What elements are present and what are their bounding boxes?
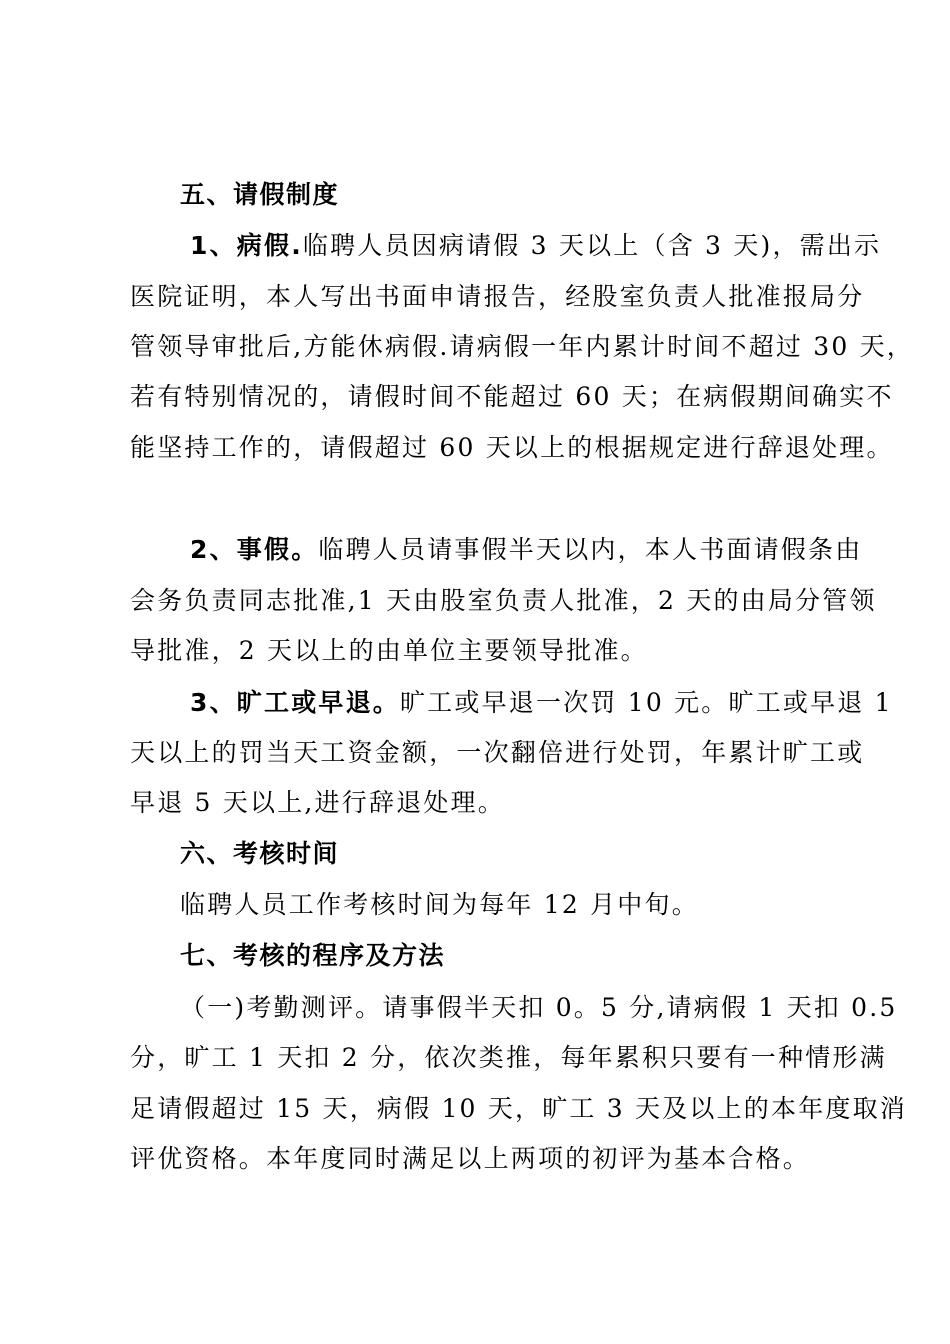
procedure-line-3: 足请假超过 15 天，病假 10 天，旷工 3 天及以上的本年度取消 xyxy=(130,1094,908,1123)
procedure-line-4: 评优资格。本年度同时满足以上两项的初评为基本合格。 xyxy=(130,1144,811,1173)
personal-leave-line-1 xyxy=(190,533,862,567)
procedure-line-2: 分，旷工 1 天扣 2 分，依次类推，每年累积只要有一种情形满 xyxy=(130,1043,887,1072)
sick-leave-line-2: 医院证明，本人写出书面申请报告，经股室负责人批准报局分 xyxy=(130,282,865,311)
sick-leave-line-3: 管领导审批后,方能休病假.请病假一年内累计时间不超过 30 天， xyxy=(130,332,915,361)
section5-heading: 五、请假制度 xyxy=(180,180,340,209)
sick-leave-line-4: 若有特别情况的，请假时间不能超过 60 天；在病假期间确实不 xyxy=(130,382,894,411)
assessment-time-line: 临聘人员工作考核时间为每年 12 月中旬。 xyxy=(180,890,699,919)
sick-leave-line-1 xyxy=(190,229,881,263)
personal-leave-text-1: 临聘人员请事假半天以内，本人书面请假条由 xyxy=(318,535,863,564)
section7-heading: 七、考核的程序及方法 xyxy=(180,941,446,970)
section6-heading: 六、考核时间 xyxy=(180,839,340,868)
personal-leave-line-3: 导批准，2 天以上的由单位主要领导批准。 xyxy=(130,636,648,665)
personal-leave-label: 2、事假。 xyxy=(190,535,319,564)
personal-leave-line-2: 会务负责同志批准,1 天由股室负责人批准，2 天的由局分管领 xyxy=(130,586,877,615)
procedure-line-1: （一)考勤测评。请事假半天扣 0。5 分,请病假 1 天扣 0.5 xyxy=(180,993,898,1022)
sick-leave-label: 1、病假. xyxy=(190,231,303,260)
sick-leave-line-5: 能坚持工作的，请假超过 60 天以上的根据规定进行辞退处理。 xyxy=(130,433,894,462)
absence-label: 3、旷工或早退。 xyxy=(190,688,400,717)
absence-line-3: 早退 5 天以上,进行辞退处理。 xyxy=(130,788,505,817)
absence-line-1 xyxy=(190,686,893,720)
absence-line-2: 天以上的罚当天工资金额，一次翻倍进行处罚，年累计旷工或 xyxy=(130,738,865,767)
sick-leave-text-1: 临聘人员因病请假 3 天以上（含 3 天)，需出示 xyxy=(302,231,882,260)
absence-text-1: 旷工或早退一次罚 10 元。旷工或早退 1 xyxy=(400,688,893,717)
